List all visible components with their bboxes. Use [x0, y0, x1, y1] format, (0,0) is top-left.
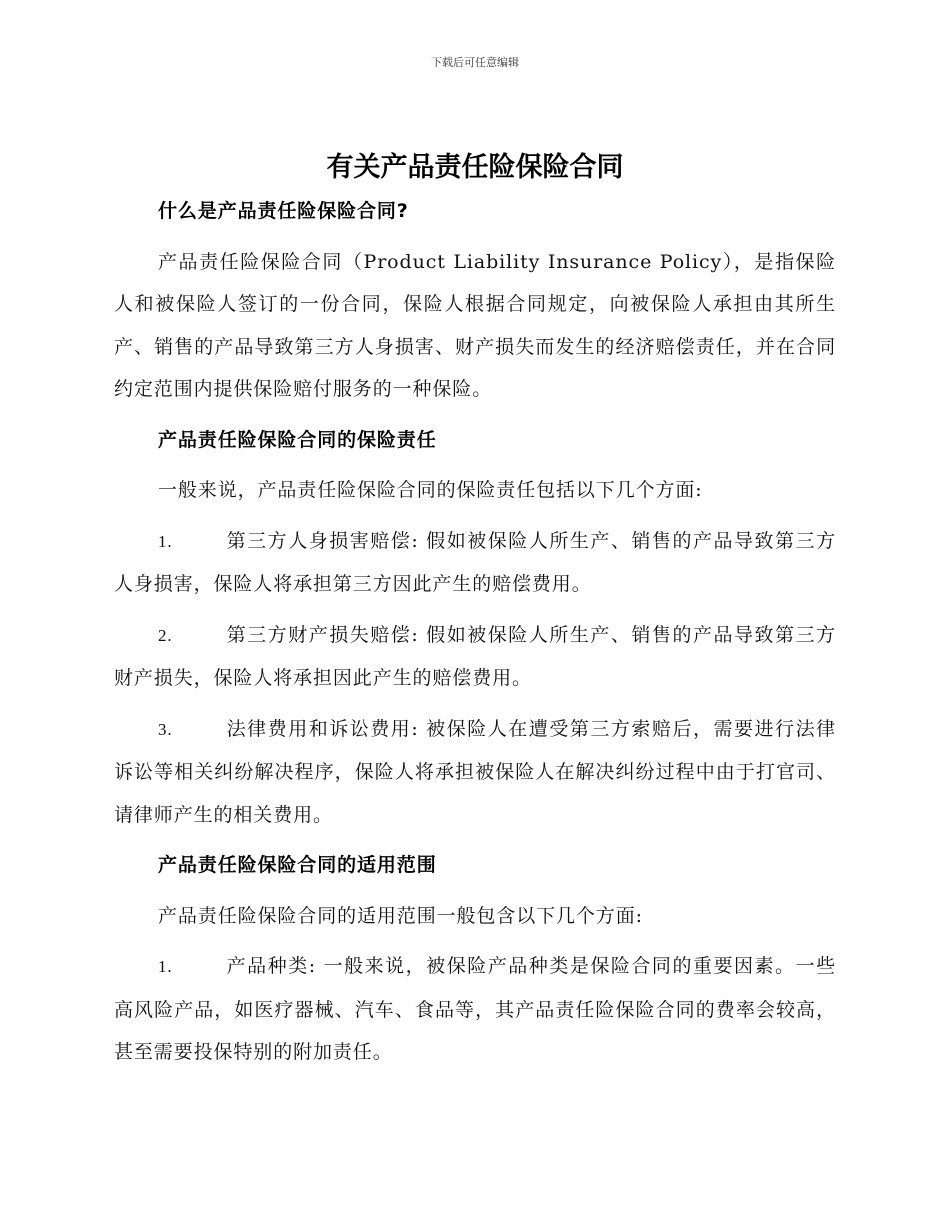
- document-body: [114, 190, 836, 1074]
- header-note: 下载后可任意编辑: [431, 56, 519, 69]
- list-item: [114, 520, 836, 606]
- list-item: [114, 708, 836, 837]
- coverage-intro: 一般来说，产品责任险保险合同的保险责任包括以下几个方面:: [158, 479, 703, 501]
- list-item-text: 法律费用和诉讼费用: 被保险人在遭受第三方索赔后，需要进行法律诉讼等相关纠纷解决程序，保险人将承担被保险人在解决纠纷过程中由于打官司、请律师产生的相关费用。: [114, 717, 836, 826]
- list-item-text: 产品种类: 一般来说，被保险产品种类是保险合同的重要因素。一些高风险产品，如医疗器械、汽车、食品等，其产品责任险保险合同的费率会较高，甚至需要投保特别的附加责任。: [114, 955, 836, 1063]
- section-heading-coverage: 产品责任险保险合同的保险责任: [158, 428, 437, 451]
- section-heading-scope: 产品责任险保险合同的适用范围: [158, 854, 437, 876]
- list-number: 1.: [158, 957, 173, 976]
- list-number: 3.: [158, 719, 173, 739]
- scope-intro: 产品责任险保险合同的适用范围一般包含以下几个方面:: [158, 904, 643, 927]
- list-number: 1.: [158, 531, 173, 551]
- document-title: 有关产品责任险保险合同: [326, 152, 624, 183]
- list-item: [114, 614, 836, 700]
- list-item: [114, 945, 836, 1074]
- list-item-text: 第三方人身损害赔偿: 假如被保险人所生产、销售的产品导致第三方人身损害，保险人将承担第三方因此产生的赔偿费用。: [114, 529, 836, 595]
- section-heading-definition: 什么是产品责任险保险合同?: [158, 200, 409, 222]
- list-item-text: 第三方财产损失赔偿: 假如被保险人所生产、销售的产品导致第三方财产损失，保险人将承担因此产生的赔偿费用。: [114, 623, 836, 689]
- definition-paragraph: 产品责任险保险合同（Product Liability Insurance Policy），是指保险人和被保险人签订的一份合同，保险人根据合同规定，向被保险人承担由其所生产、销售的产品导致第三方人身损害、财产损失而发生的经济赔偿责任，并在合同约定范围内提供保险赔付服务的一种保险。: [114, 250, 836, 400]
- list-number: 2.: [158, 625, 173, 645]
